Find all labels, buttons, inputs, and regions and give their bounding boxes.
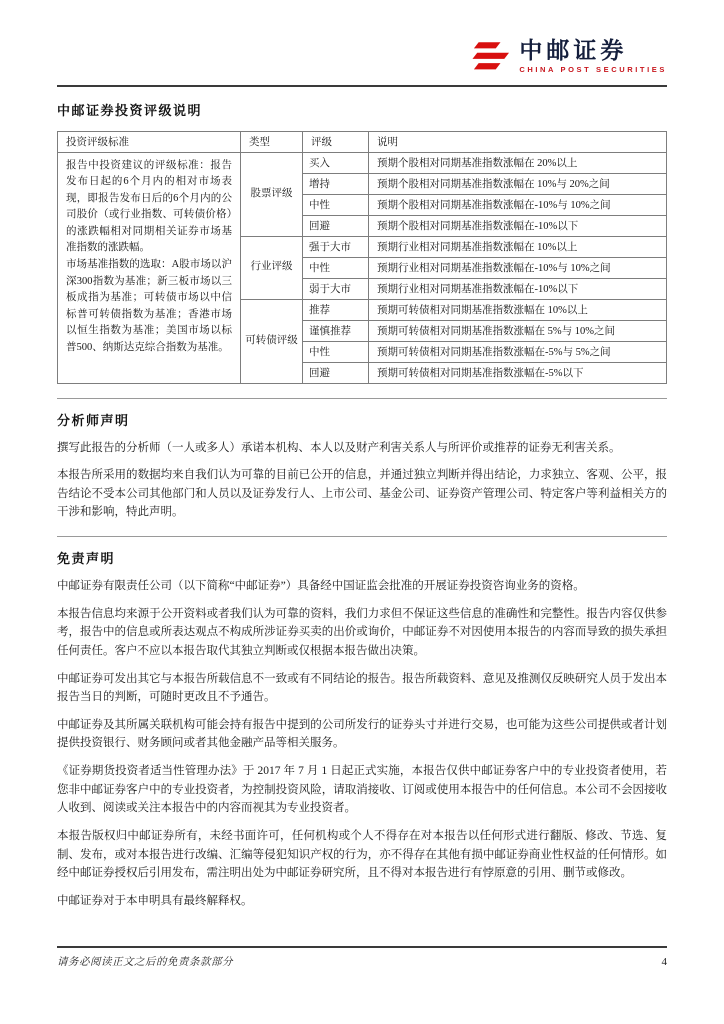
brand-logo xyxy=(472,38,667,75)
disclaimer-paragraph: 本报告版权归中邮证券所有，未经书面许可，任何机构或个人不得存在对本报告以任何形式进行翻版、修改、节选、复制、发布，或对本报告进行改编、汇编等侵犯知识产权的行为，亦不得存在其他有损中邮证券商业性权益的任何情形。如经中邮证券授权后引用发布，需注明出处为中邮证券研究所，且不得对本报告进行有悖原意的引用、删节或修改。 xyxy=(57,829,667,880)
disclaimer-section-title: 免责声明 xyxy=(57,551,116,567)
rating-section-title: 中邮证券投资评级说明 xyxy=(57,102,203,118)
rating-type-industry: 行业评级 xyxy=(241,236,303,299)
criteria-paragraph: 市场基准指数的选取：A股市场以沪深300指数为基准；新三板市场以三板成指为基准；可转债市场以中信标普可转债指数为基准；香港市场以恒生指数为基准；美国市场以标普500、纳斯达克综合指数为基准。 xyxy=(66,259,232,353)
rating-table xyxy=(57,131,667,384)
page-header xyxy=(57,0,667,87)
rating-label: 谨慎推荐 xyxy=(303,320,369,341)
criteria-paragraph: 报告中投资建议的评级标准：报告发布日起的6个月内的相对市场表现，即报告发布日后的6个月内的公司股价（或行业指数、可转债价格）的涨跌幅相对同期相关证券市场基准指数的涨跌幅。 xyxy=(66,159,232,254)
rating-desc: 预期行业相对同期基准指数涨幅在 10%以上 xyxy=(369,236,667,257)
rating-label: 增持 xyxy=(303,173,369,194)
footer-disclaimer-note: 请务必阅读正文之后的免责条款部分 xyxy=(57,957,233,968)
rating-label: 强于大市 xyxy=(303,236,369,257)
rating-desc: 预期个股相对同期基准指数涨幅在 20%以上 xyxy=(369,152,667,173)
rating-desc: 预期可转债相对同期基准指数涨幅在 10%以上 xyxy=(369,299,667,320)
brand-text xyxy=(519,38,667,75)
analyst-paragraph: 本报告所采用的数据均来自我们认为可靠的目前已公开的信息，并通过独立判断并得出结论，力求独立、客观、公平，报告结论不受本公司其他部门和人员以及证券发行人、上市公司、基金公司、证券资产管理公司、特定客户等利益相关方的干涉和影响，特此声明。 xyxy=(57,469,667,519)
page-footer xyxy=(57,946,667,969)
rating-type-stock: 股票评级 xyxy=(241,152,303,236)
rating-type-convertible: 可转债评级 xyxy=(241,299,303,383)
disclaimer-paragraph: 《证券期货投资者适当性管理办法》于 2017 年 7 月 1 日起正式实施，本报告仅供中邮证券客户中的专业投资者使用，若您非中邮证券客户中的专业投资者，为控制投资风险，请取消接收、订阅或使用本报告中的任何信息。本公司不会因接收人收到、阅读或关注本报告中的内容而视其为专业投资者。 xyxy=(57,765,667,815)
rating-label: 中性 xyxy=(303,194,369,215)
rating-criteria-cell xyxy=(58,152,241,383)
rating-label: 弱于大市 xyxy=(303,278,369,299)
page-content xyxy=(57,0,667,919)
analyst-paragraph: 撰写此报告的分析师（一人或多人）承诺本机构、本人以及财产利害关系人与所评价或推荐的证券无利害关系。 xyxy=(57,441,621,454)
analyst-section-title: 分析师声明 xyxy=(57,412,130,428)
table-row xyxy=(58,152,667,173)
disclaimer-paragraph: 中邮证券有限责任公司（以下简称“中邮证券”）具备经中国证监会批准的开展证券投资咨询业务的资格。 xyxy=(57,580,585,593)
rating-label: 回避 xyxy=(303,215,369,236)
rating-label: 买入 xyxy=(303,152,369,173)
rating-label: 推荐 xyxy=(303,299,369,320)
col-header-criteria: 投资评级标准 xyxy=(58,131,241,152)
rating-desc: 预期行业相对同期基准指数涨幅在-10%与 10%之间 xyxy=(369,257,667,278)
col-header-type: 类型 xyxy=(241,131,303,152)
rating-desc: 预期个股相对同期基准指数涨幅在-10%以下 xyxy=(369,215,667,236)
col-header-rating: 评级 xyxy=(303,131,369,152)
rating-label: 中性 xyxy=(303,257,369,278)
disclaimer-paragraph: 中邮证券及其所属关联机构可能会持有报告中提到的公司所发行的证券头寸并进行交易，也可能为这些公司提供或者计划提供投资银行、财务顾问或者其他金融产品等相关服务。 xyxy=(57,718,667,750)
rating-desc: 预期行业相对同期基准指数涨幅在-10%以下 xyxy=(369,278,667,299)
brand-name-cn: 中邮证券 xyxy=(519,37,628,63)
rating-desc: 预期可转债相对同期基准指数涨幅在-5%以下 xyxy=(369,362,667,383)
section-disclaimer xyxy=(57,536,667,910)
rating-desc: 预期可转债相对同期基准指数涨幅在-5%与 5%之间 xyxy=(369,341,667,362)
col-header-description: 说明 xyxy=(369,131,667,152)
section-rating-explanation xyxy=(57,100,667,384)
rating-desc: 预期个股相对同期基准指数涨幅在-10%与 10%之间 xyxy=(369,194,667,215)
china-post-logo-icon xyxy=(472,40,510,73)
disclaimer-paragraph: 本报告信息均来源于公开资料或者我们认为可靠的资料，我们力求但不保证这些信息的准确性和完整性。报告内容仅供参考，报告中的信息或所表达观点不构成所涉证券买卖的出价或询价，中邮证券不对因使用本报告的内容而导致的损失承担任何责任。客户不应以本报告取代其独立判断或仅根据本报告做出决策。 xyxy=(57,607,667,657)
rating-desc: 预期个股相对同期基准指数涨幅在 10%与 20%之间 xyxy=(369,173,667,194)
rating-label: 回避 xyxy=(303,362,369,383)
brand-name-en: CHINA POST SECURITIES xyxy=(519,65,667,75)
page-number: 4 xyxy=(661,956,667,968)
rating-desc: 预期可转债相对同期基准指数涨幅在 5%与 10%之间 xyxy=(369,320,667,341)
disclaimer-paragraph: 中邮证券对于本申明具有最终解释权。 xyxy=(57,894,253,907)
disclaimer-paragraph: 中邮证券可发出其它与本报告所载信息不一致或有不同结论的报告。报告所载资料、意见及推测仅反映研究人员于发出本报告当日的判断，可随时更改且不予通告。 xyxy=(57,672,667,704)
section-analyst-statement xyxy=(57,398,667,523)
rating-label: 中性 xyxy=(303,341,369,362)
rating-table-header-row xyxy=(58,131,667,152)
